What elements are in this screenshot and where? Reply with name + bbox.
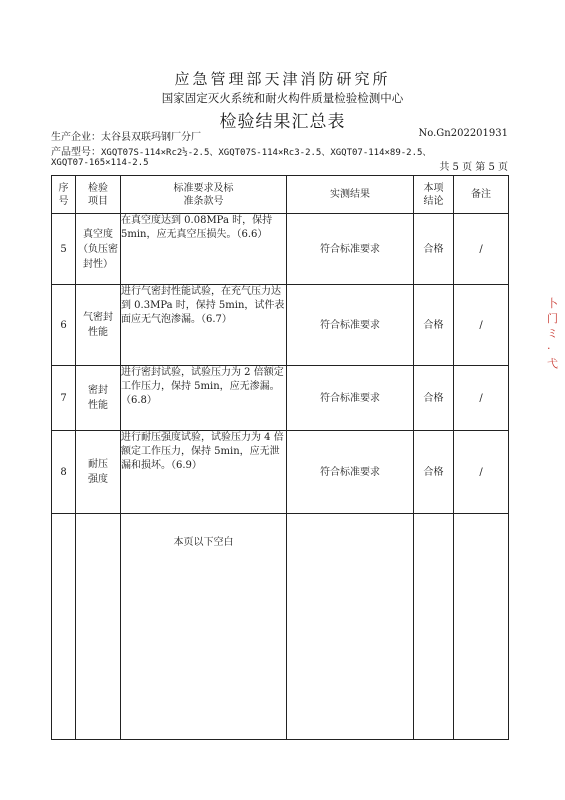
side-stamp-marks: 卜门ミ·弋 xyxy=(547,297,558,370)
blank-requirement xyxy=(121,514,287,740)
table-row xyxy=(52,285,509,366)
row-conclusion: 合格 xyxy=(414,366,454,431)
header-standard: 标准要求及标准条款号 xyxy=(121,176,287,214)
row-item: 气密封性能 xyxy=(76,285,121,366)
results-table xyxy=(51,175,509,740)
blank-item xyxy=(76,514,121,740)
header-conclusion: 本项结论 xyxy=(414,176,454,214)
report-number: No.Gn202201931 xyxy=(418,128,508,139)
row-result: 符合标准要求 xyxy=(287,366,414,431)
center-name: 国家固定灭火系统和耐火构件质量检验检测中心 xyxy=(161,91,404,105)
page-info: 共 5 页 第 5 页 xyxy=(439,162,508,173)
table-header-row xyxy=(52,176,509,214)
row-remark: / xyxy=(454,214,509,285)
producer-line: 生产企业：太谷县双联玛钢厂分厂 xyxy=(51,132,201,143)
table-row xyxy=(52,366,509,431)
table-row xyxy=(52,431,509,514)
row-result: 符合标准要求 xyxy=(287,431,414,514)
row-conclusion: 合格 xyxy=(414,431,454,514)
row-seq: 6 xyxy=(52,285,76,366)
row-item: 密封性能 xyxy=(76,366,121,431)
row-result: 符合标准要求 xyxy=(287,214,414,285)
blank-seq xyxy=(52,514,76,740)
table-row xyxy=(52,214,509,285)
row-seq: 7 xyxy=(52,366,76,431)
row-requirement: 进行耐压强度试验，试验压力为 4 倍额定工作压力，保持 5min，应无泄漏和损坏。（6.9） xyxy=(121,431,287,514)
blank-result xyxy=(287,514,414,740)
row-requirement: 在真空度达到 0.08MPa 时，保持 5min，应无真空压损失。（6.6） xyxy=(121,214,287,285)
row-requirement: 进行密封试验，试验压力为 2 倍额定工作压力，保持 5min，应无渗漏。（6.8） xyxy=(121,366,287,431)
header-item: 检验项目 xyxy=(76,176,121,214)
models-text-2: XGQT07-165×114-2.5 xyxy=(51,158,149,168)
header-remark: 备注 xyxy=(454,176,509,214)
header-seq: 序号 xyxy=(52,176,76,214)
models-text-1: XGQT07S-114×Rc2½-2.5、XGQT07S-114×Rc3-2.5、XGQT07-114×89-2.5、 xyxy=(101,148,432,158)
row-seq: 5 xyxy=(52,214,76,285)
blank-conclusion xyxy=(414,514,454,740)
table-row-blank xyxy=(52,514,509,740)
row-item: 真空度（负压密封性） xyxy=(76,214,121,285)
model-line xyxy=(51,143,431,158)
document-title: 检验结果汇总表 xyxy=(219,112,346,132)
row-conclusion: 合格 xyxy=(414,214,454,285)
row-conclusion: 合格 xyxy=(414,285,454,366)
org-name: 应急管理部天津消防研究所 xyxy=(174,70,391,88)
header-result: 实测结果 xyxy=(287,176,414,214)
row-item: 耐压强度 xyxy=(76,431,121,514)
blank-remark xyxy=(454,514,509,740)
row-result: 符合标准要求 xyxy=(287,285,414,366)
row-remark: / xyxy=(454,431,509,514)
row-requirement: 进行气密封性能试验，在充气压力达到 0.3MPa 时，保持 5min，试件表面应无气泡渗漏。（6.7） xyxy=(121,285,287,366)
row-seq: 8 xyxy=(52,431,76,514)
row-remark: / xyxy=(454,285,509,366)
model-label: 产品型号： xyxy=(51,147,101,158)
blank-note: 本页以下空白 xyxy=(173,537,234,548)
row-remark: / xyxy=(454,366,509,431)
